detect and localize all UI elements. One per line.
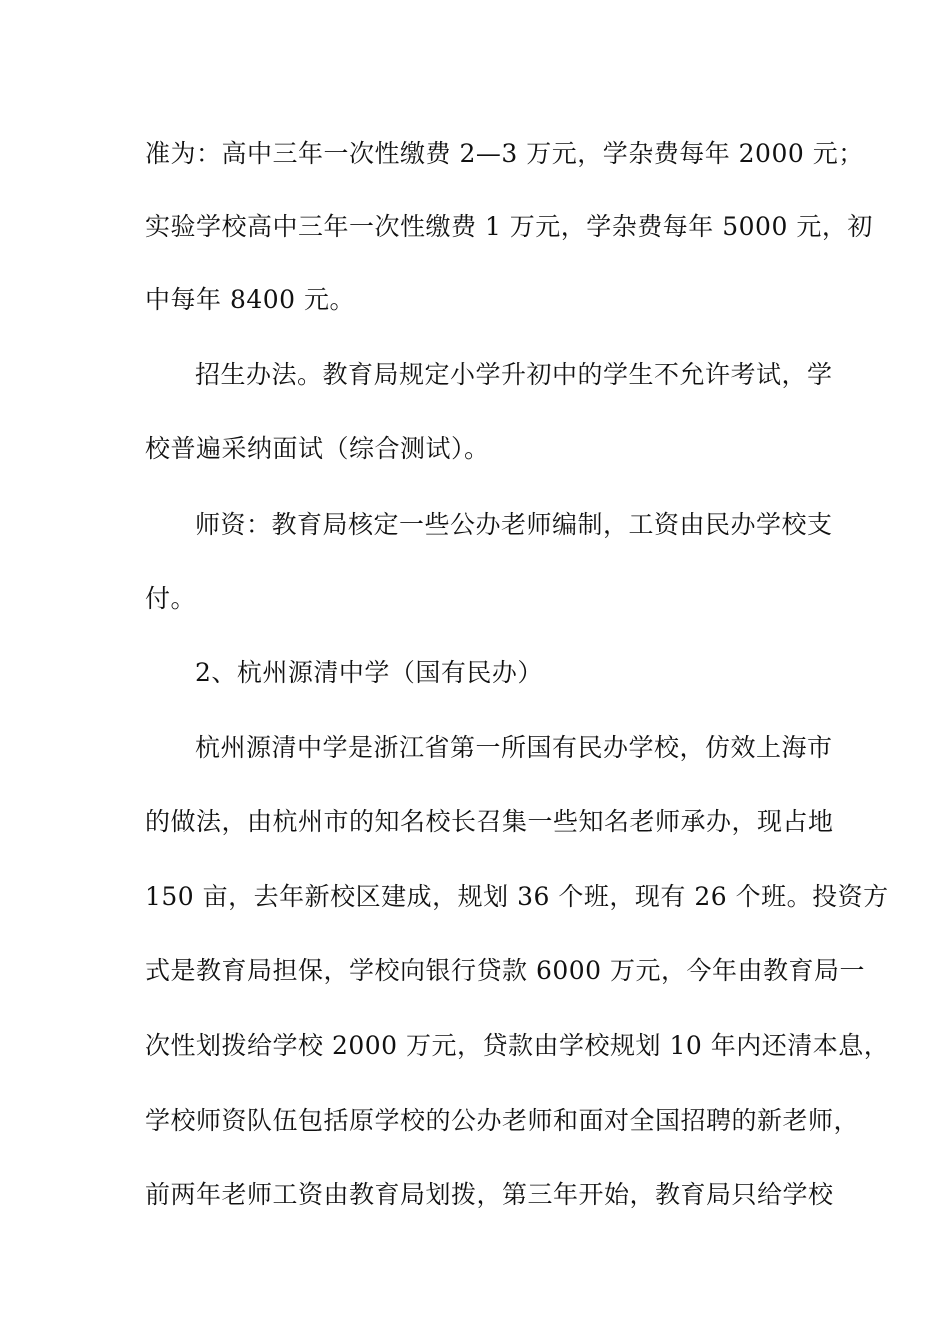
text-line-14: 学校师资队伍包括原学校的公办老师和面对全国招聘的新老师，	[145, 1106, 860, 1135]
text-line-4: 招生办法。教育局规定小学升初中的学生不允许考试，学	[195, 360, 833, 389]
text-line-1: 准为：高中三年一次性缴费 2—3 万元，学杂费每年 2000 元；	[145, 139, 864, 168]
text-line-3: 中每年 8400 元。	[145, 285, 356, 314]
section-heading: 2、杭州源清中学（国有民办）	[195, 658, 543, 687]
text-line-11: 150 亩，去年新校区建成，规划 36 个班，现有 26 个班。投资方	[145, 882, 889, 911]
text-line-10: 的做法，由杭州市的知名校长召集一些知名老师承办，现占地	[145, 807, 834, 836]
text-line-9: 杭州源清中学是浙江省第一所国有民办学校，仿效上海市	[195, 733, 833, 762]
text-line-13: 次性划拨给学校 2000 万元，贷款由学校规划 10 年内还清本息，	[145, 1031, 890, 1060]
text-line-15: 前两年老师工资由教育局划拨，第三年开始，教育局只给学校	[145, 1180, 834, 1209]
text-line-6: 师资：教育局核定一些公办老师编制，工资由民办学校支	[195, 510, 833, 539]
text-line-12: 式是教育局担保，学校向银行贷款 6000 万元，今年由教育局一	[145, 956, 866, 985]
text-line-2: 实验学校高中三年一次性缴费 1 万元，学杂费每年 5000 元，初	[145, 212, 873, 241]
text-line-5: 校普遍采纳面试（综合测试）。	[145, 434, 490, 463]
text-line-7: 付。	[145, 584, 197, 613]
